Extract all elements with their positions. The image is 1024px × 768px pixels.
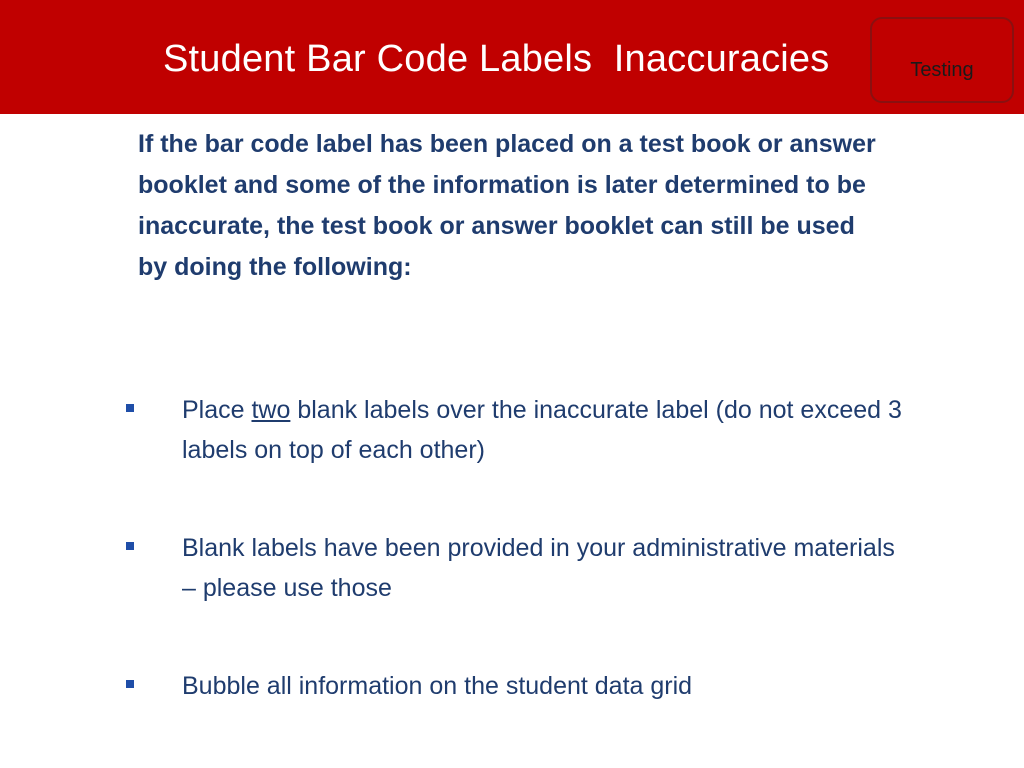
bullet-text: Bubble all information on the student data grid xyxy=(182,672,693,700)
testing-badge-label: Testing xyxy=(910,58,974,81)
testing-badge xyxy=(870,17,1014,103)
bullet-item-place-labels xyxy=(120,390,910,470)
bullet-item-bubble-info xyxy=(120,666,910,706)
bullet-item-blank-labels xyxy=(120,528,910,608)
bullet-text: Blank labels have been provided in your administrative materials – please use those xyxy=(182,534,895,602)
square-bullet-icon xyxy=(126,542,134,550)
square-bullet-icon xyxy=(126,680,134,688)
bullet-list xyxy=(120,390,910,706)
bullet-text-emphasis: two xyxy=(251,396,291,424)
intro-paragraph: If the bar code label has been placed on a test book or answer booklet and some of the information is later determined to be inaccurate, the test book or answer booklet can still be used by doing the following: xyxy=(138,130,876,281)
bullet-text-before: Place xyxy=(182,396,252,424)
slide-title: Student Bar Code Labels Inaccuracies xyxy=(163,38,830,80)
bullet-text-after: blank labels over the inaccurate label (do not exceed 3 labels on top of each other) xyxy=(182,396,902,464)
square-bullet-icon xyxy=(126,404,134,412)
